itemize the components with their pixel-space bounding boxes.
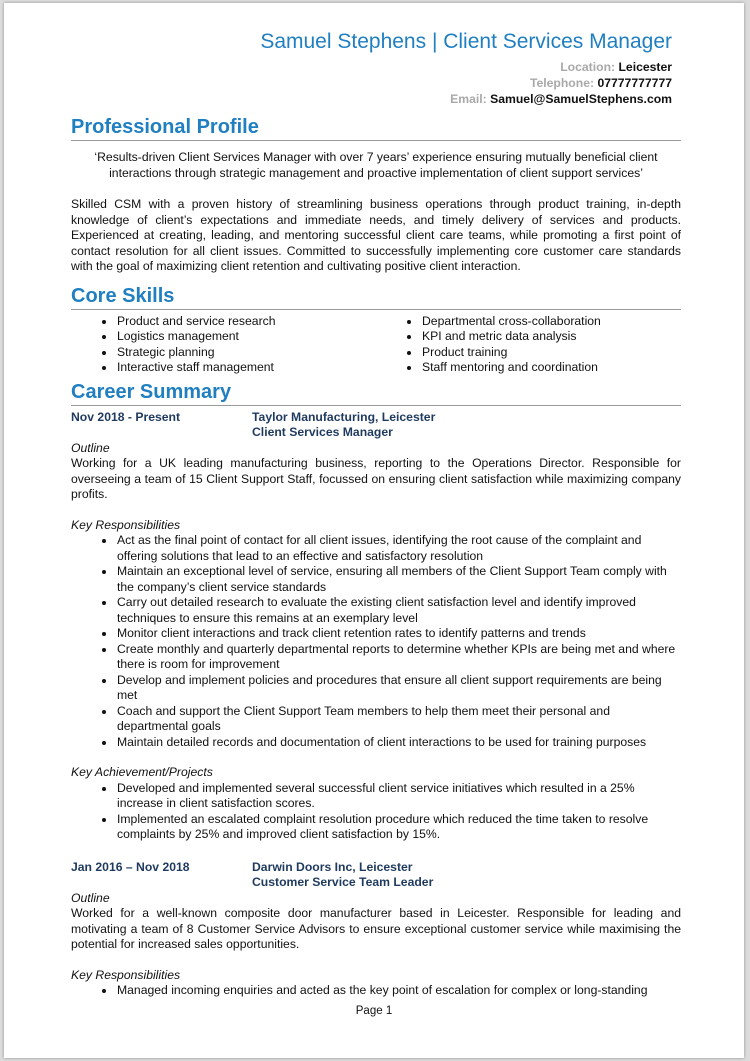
job-outline: Worked for a well-known composite door manufacturer based in Leicester. Responsible for leading and motivating a team of 8 Customer Service Advisors to ensure exceptional customer service while maximising the potential for increased sales opportunities. — [71, 906, 681, 951]
responsibilities-list — [71, 983, 681, 999]
contact-label: Telephone: — [529, 76, 595, 90]
responsibilities-list — [71, 533, 681, 750]
job-outline: Working for a UK leading manufacturing business, reporting to the Operations Director. Responsible for overseeing a team of 15 Client Support Staff, focussed on ensuring client satisfaction while maximizing company profits. — [71, 456, 681, 501]
list-item: • Developed and implemented several successful client service initiatives which resulted in a 25% increase in client satisfaction scores. — [116, 781, 681, 812]
job-entry — [71, 860, 681, 999]
list-item: • Carry out detailed research to evaluate the existing client satisfaction level and identify improved techniques to ensure this remains at an exemplary level — [116, 595, 681, 626]
responsibilities-label: Key Responsibilities — [71, 517, 181, 532]
section-heading-profile: Professional Profile — [71, 115, 681, 141]
list-item: • Strategic planning — [116, 345, 376, 361]
job-dates: Nov 2018 - Present — [71, 409, 181, 424]
job-titles — [252, 860, 433, 891]
list-item: • Monitor client interactions and track client retention rates to identify patterns and trends — [116, 626, 681, 642]
list-item: • Product and service research — [116, 314, 376, 330]
contact-label: Email: — [450, 92, 487, 106]
list-item: • Create monthly and quarterly departmental reports to determine whether KPIs are being met and where there is room for improvement — [116, 642, 681, 673]
achievements-list — [71, 781, 681, 843]
job-dates: Jan 2016 – Nov 2018 — [71, 859, 190, 874]
contact-value: 07777777777 — [597, 76, 672, 90]
resume-content — [71, 115, 681, 999]
section-heading-skills: Core Skills — [71, 284, 681, 310]
job-company: Darwin Doors Inc, Leicester — [252, 859, 413, 874]
list-item: • Product training — [421, 345, 681, 361]
responsibilities-label: Key Responsibilities — [71, 967, 181, 982]
contact-email — [260, 91, 672, 107]
list-item: • Staff mentoring and coordination — [421, 360, 681, 376]
page-number: Page 1 — [355, 1005, 393, 1017]
achievements-label: Key Achievement/Projects — [71, 765, 213, 779]
outline-label: Outline — [71, 890, 110, 905]
list-item: • Maintain detailed records and documentation of client interactions to be used for training purposes — [116, 735, 681, 751]
resume-header — [260, 29, 672, 107]
outline-label: Outline — [71, 440, 110, 455]
list-item: • Coach and support the Client Support Team members to help them meet their personal and departmental goals — [116, 704, 681, 735]
profile-body: Skilled CSM with a proven history of streamlining business operations through product training, in-depth knowledge of client’s expectations and immediate needs, and timely delivery of services and products. Experienced at creating, leading, and mentoring successful client care teams, while promoting a first point of contact resolution for all client issues. Committed to successfully implementing core customer care standards with the goal of maximizing client retention and cultivating positive client interaction. — [71, 197, 681, 273]
profile-quote: ‘Results-driven Client Services Manager with over 7 years’ experience ensuring mutually beneficial client interactions through strategic management and proactive implementation of client support services’ — [94, 150, 658, 180]
job-company: Taylor Manufacturing, Leicester — [252, 409, 436, 424]
list-item: • Develop and implement policies and procedures that ensure all client support requirements are being met — [116, 673, 681, 704]
skills-list-right — [376, 314, 681, 376]
contact-value: Leicester — [618, 60, 672, 74]
skills-list-left — [71, 314, 376, 376]
list-item: • Implemented an escalated complaint resolution procedure which reduced the time taken to resolve complaints by 25% and improved client satisfaction by 15%. — [116, 812, 681, 843]
job-entry — [71, 410, 681, 843]
list-item: • Managed incoming enquiries and acted as the key point of escalation for complex or long-standing — [116, 983, 681, 999]
list-item: • Interactive staff management — [116, 360, 376, 376]
skills-columns — [71, 314, 681, 376]
job-role: Customer Service Team Leader — [252, 875, 434, 889]
list-item: • Departmental cross-collaboration — [421, 314, 681, 330]
resume-page — [4, 3, 744, 1058]
name-title: Samuel Stephens | Client Services Manager — [260, 30, 672, 53]
list-item: • Logistics management — [116, 329, 376, 345]
contact-value: Samuel@SamuelStephens.com — [490, 92, 672, 106]
job-header — [71, 410, 681, 441]
job-titles — [252, 410, 435, 441]
job-header — [71, 860, 681, 891]
section-heading-career: Career Summary — [71, 380, 681, 406]
contact-telephone — [260, 75, 672, 91]
contact-label: Location: — [560, 60, 616, 74]
list-item: • Maintain an exceptional level of service, ensuring all members of the Client Support Team comply with the company’s client service standards — [116, 564, 681, 595]
job-role: Client Services Manager — [252, 425, 393, 439]
list-item: • KPI and metric data analysis — [421, 329, 681, 345]
list-item: • Act as the final point of contact for all client issues, identifying the root cause of the complaint and offering solutions that lead to an effective and satisfactory resolution — [116, 533, 681, 564]
contact-location — [260, 59, 672, 75]
